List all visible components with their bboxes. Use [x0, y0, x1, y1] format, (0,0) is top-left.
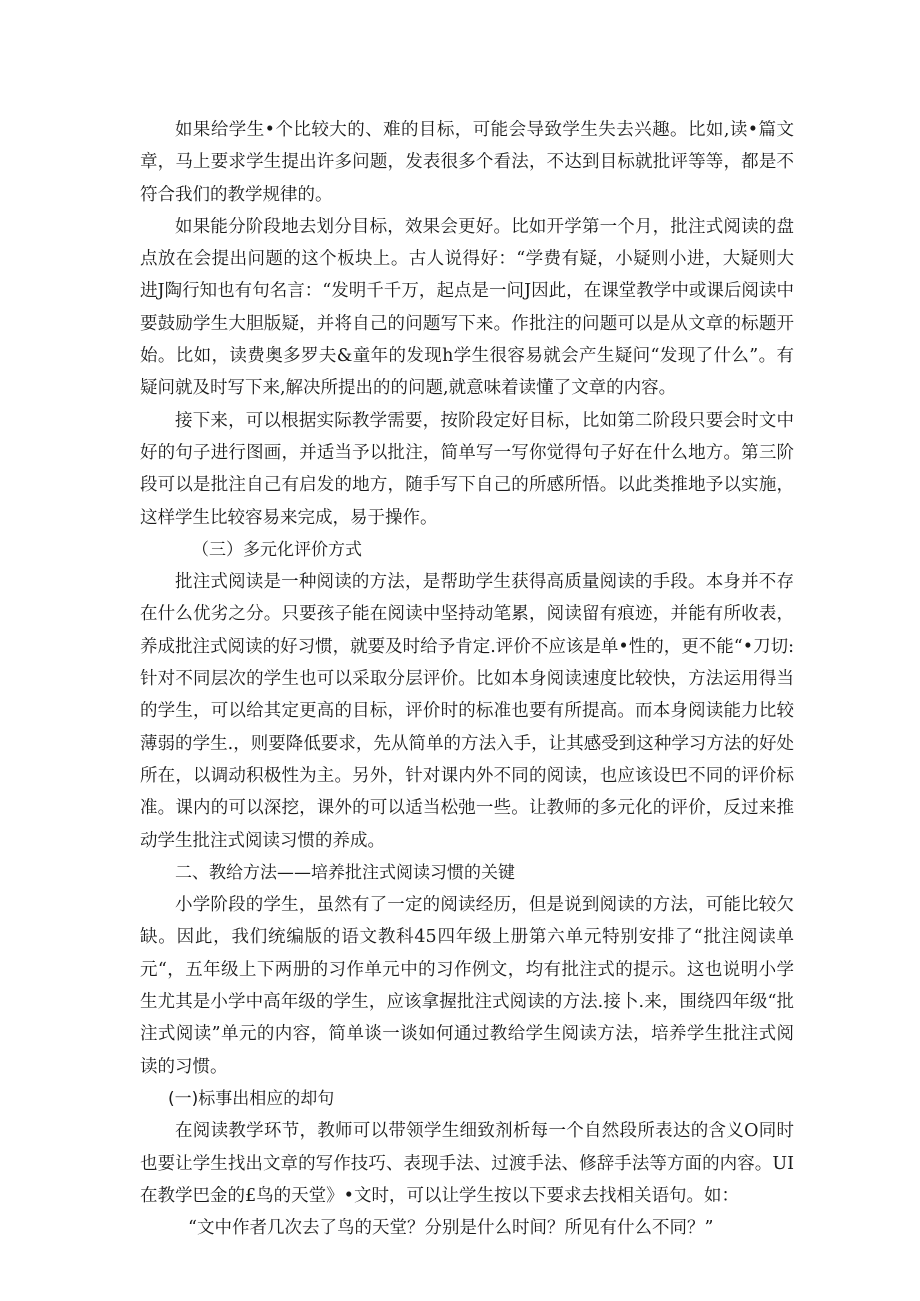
- paragraph-5: 小学阶段的学生，虽然有了一定的阅读经历，但是说到阅读的方法，可能比较欠缺。因此，我们统编版的语文教科45四年级上册第六单元特别安排了“批注阅读单元“，五年级上下两册的习作单元中的习作例文，均有批注式的提示。这也说明小学生尤其是小学中高年级的学生，应该拿握批注式阅读的方法.接卜.来，围绕四年级“批注式阅读”单元的内容，简单谈一谈如何通过教给学生阅读方法，培养学生批注式阅读的习惯。: [140, 895, 794, 1077]
- paragraph-6: 在阅读教学环节，教师可以带领学生细致剂析每一个自然段所表达的含义O同时也要让学生找出文章的写作技巧、表现手法、过渡手法、修辞手法等方面的内容。UI在教学巴金的£鸟的天堂》•文时，可以让学生按以下要求去找相关语句。如：: [140, 1121, 794, 1206]
- subsection-heading-mark-sentences: (一)标事出相应的却句: [168, 1088, 335, 1109]
- quoted-question: “文中作者几次去了鸟的天堂？分别是什么时间？所见有什么不同？”: [188, 1218, 714, 1239]
- section-heading-teaching-methods: 二、教给方法——培养批注式阅读习惯的关键: [175, 862, 515, 883]
- section-heading-multi-evaluation: （三）多元化评价方式: [192, 539, 362, 560]
- paragraph-1: 如果给学生•个比较大的、难的目标，可能会导致学生失去兴趣。比如,读•篇文章，马上要求学生提出许多问题，发表很多个看法，不达到目标就批评等等，都是不符合我们的教学规律的。: [140, 120, 794, 205]
- document-body: [140, 114, 794, 1244]
- paragraph-3: 接下来，可以根据实际教学需要，按阶段定好目标，比如第二阶段只要会时文中好的句子进行图画，并适当予以批注，简单写一写你觉得句子好在什么地方。第三阶段可以是批注自己有启发的地方，随手写下自己的所感所悟。以此类推地予以实施，这样学生比较容易来完成，易于操作。: [140, 410, 794, 528]
- paragraph-4: 批注式阅读是一种阅读的方法，是帮助学生获得高质量阅读的手段。本身并不存在什么优劣之分。只要孩子能在阅读中坚持动笔累，阅读留有痕迹，并能有所收表，养成批注式阅读的好习惯，就要及时给予肯定.评价不应该是单•性的，更不能“•刀切:针对不同层次的学生也可以采取分层评价。比如本身阅读速度比较快，方法运用得当的学生，可以给其定更高的目标，评价时的标准也要有所提高。而本身阅读能力比较薄弱的学生.，则要降低要求，先从简单的方法入手，让其感受到这种学习方法的好处所在，以调动积极性为主。另外，针对课内外不同的阅读，也应该设巴不同的评价标准。课内的可以深挖，课外的可以适当松弛一些。让教师的多元化的评价，反过来推动学生批注式阅读习惯的养成。: [140, 572, 794, 851]
- paragraph-2: 如果能分阶段地去划分目标，效果会更好。比如开学第一个月，批注式阅读的盘点放在会提出问题的这个板块上。古人说得好：“学费有疑，小疑则小进，大疑则大进J陶行知也有句名言：“发明千千万，起点是一问J因此，在课堂教学中或课后阅读中要鼓励学生大胆版疑，并将自己的问题写下来。作批注的问题可以是从文章的标题开始。比如，读费奥多罗夫&童年的发现h学生很容易就会产生疑问“发现了什么”。有疑问就及时写下来,解决所提出的的问题,就意味着读懂了文章的内容。: [140, 216, 794, 399]
